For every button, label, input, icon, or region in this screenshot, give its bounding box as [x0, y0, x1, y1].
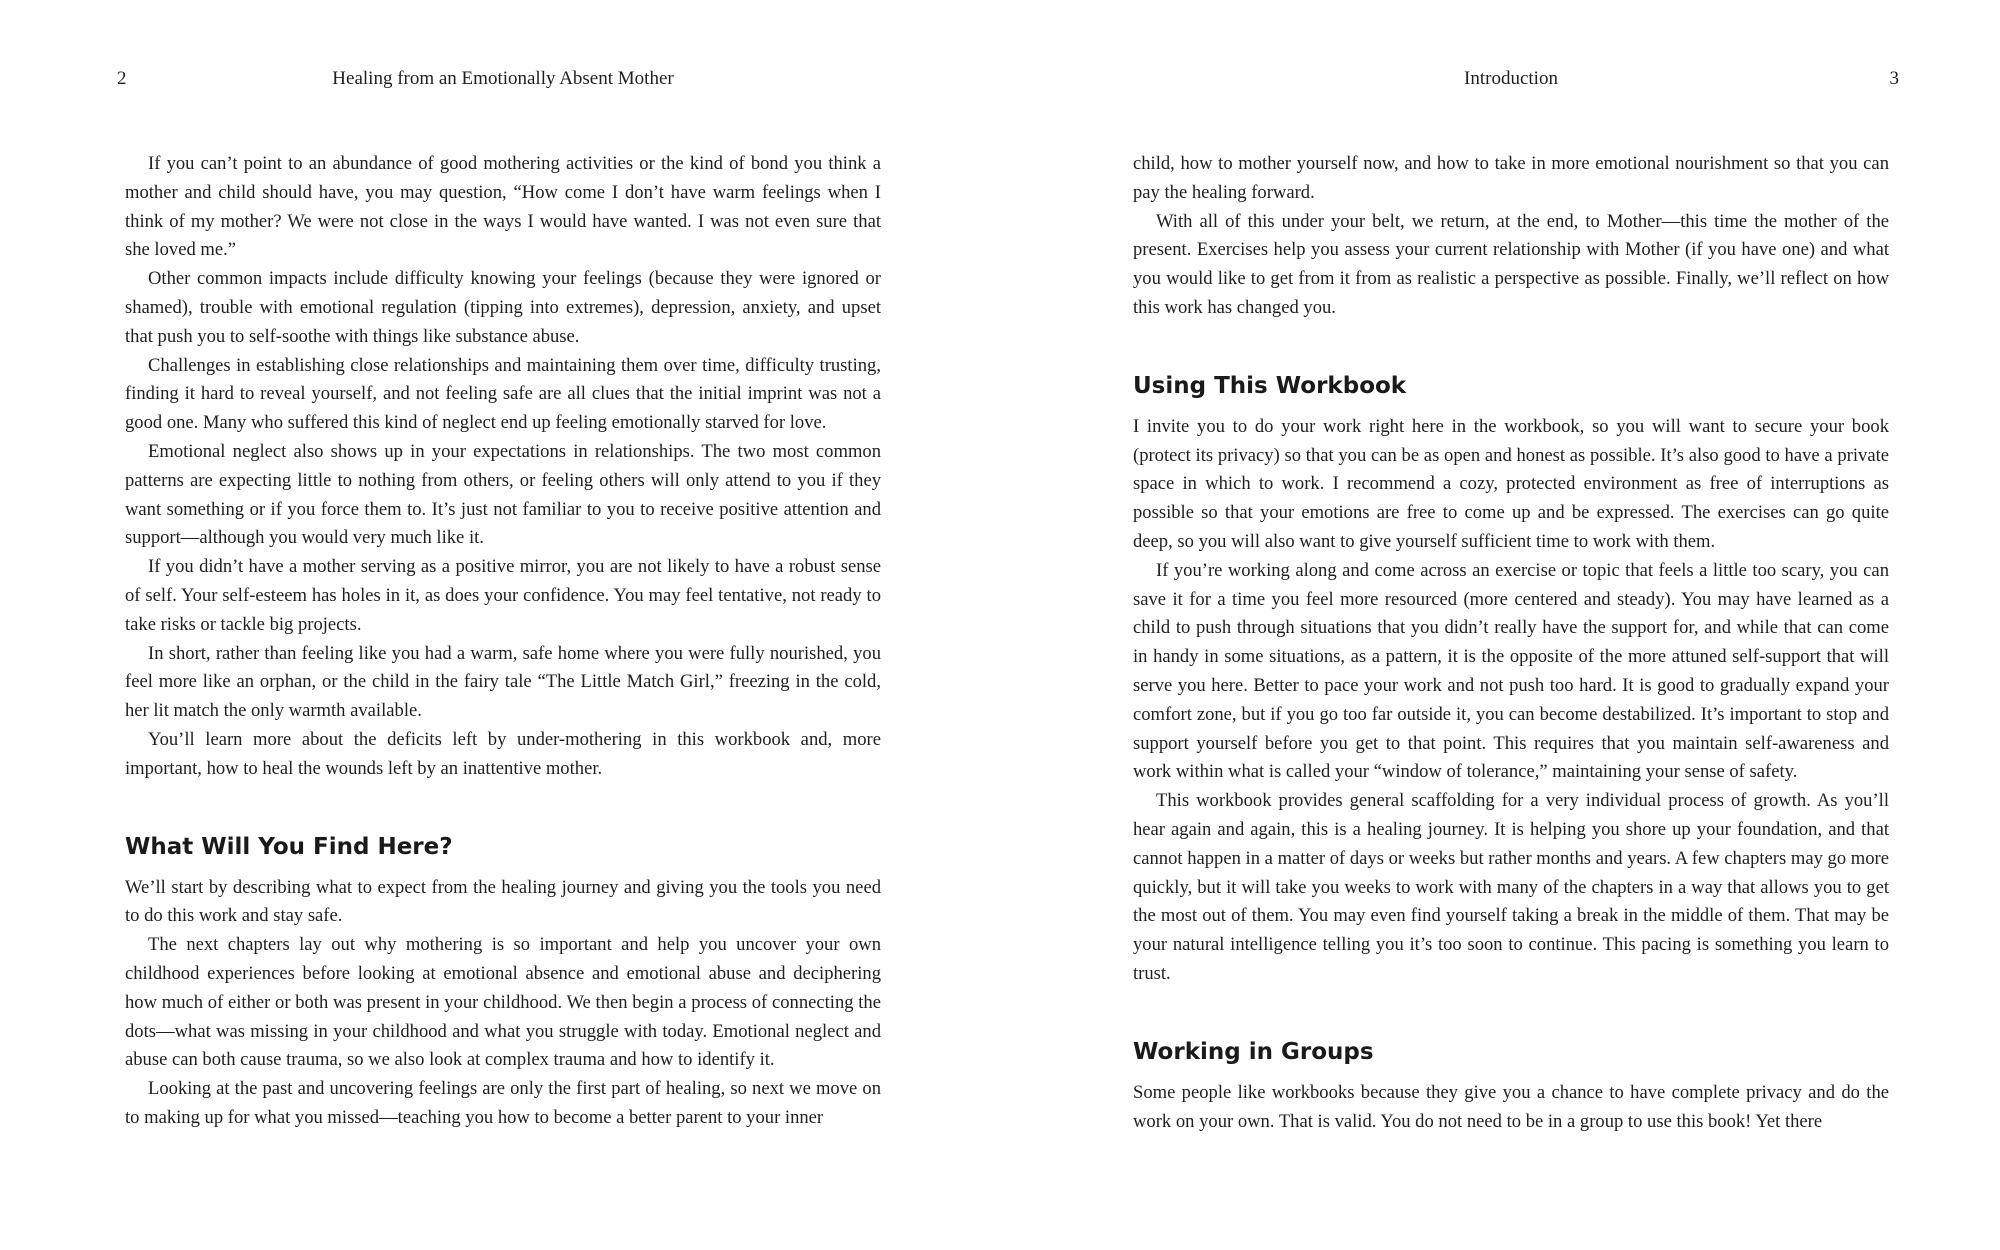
- left-running-title: Healing from an Emotionally Absent Mother: [332, 68, 674, 89]
- paragraph: child, how to mother yourself now, and how to take in more emotional nourishment so that you can pay the healing forward.: [1133, 153, 1889, 203]
- section-heading-using-this-workbook: Using This Workbook: [1133, 372, 1407, 399]
- paragraph: Some people like workbooks because they give you a chance to have complete privacy and do the work on your own. That is valid. You do not need to be in a group to use this book! Yet there: [1133, 1081, 1889, 1132]
- right-page-number: 3: [1889, 68, 1899, 89]
- right-page: [1133, 0, 1899, 1250]
- paragraph: You’ll learn more about the deficits left by under-mothering in this workbook and, more important, how to heal the wounds left by an inattentive mother.: [125, 728, 881, 779]
- paragraph: Looking at the past and uncovering feelings are only the first part of healing, so next we move on to making up for what you missed—teaching you how to become a better parent to your inner: [125, 1078, 881, 1128]
- paragraph: We’ll start by describing what to expect from the healing journey and giving you the tools you need to do this work and stay safe.: [125, 876, 881, 927]
- paragraph: Emotional neglect also shows up in your expectations in relationships. The two most common patterns are expecting little to nothing from others, or feeling others will only attend to you if they want something or if you force them to. It’s just not familiar to you to receive positive attention and support—although you would very much like it.: [125, 440, 881, 549]
- paragraph: Challenges in establishing close relationships and maintaining them over time, difficulty trusting, finding it hard to reveal yourself, and not feeling safe are all clues that the initial imprint was not a good one. Many who suffered this kind of neglect end up feeling emotionally starved for love.: [125, 354, 881, 434]
- paragraph: If you’re working along and come across an exercise or topic that feels a little too scary, you can save it for a time you feel more resourced (more centered and steady). You may have learned as a child to push through situations that you didn’t really have the support for, and while that can come in handy in some situations, as a pattern, it is the opposite of the more attuned self-support that will serve you here. Better to pace your work and not push too hard. It is good to gradually expand your comfort zone, but if you go too far outside it, you can become destabilized. It’s important to stop and support yourself before you get to that point. This requires that you maintain self-awareness and work within what is called your “window of tolerance,” maintaining your sense of safety.: [1133, 559, 1889, 783]
- right-page-body: [1133, 150, 1889, 1136]
- paragraph: The next chapters lay out why mothering is so important and help you uncover your own childhood experiences before looking at emotional absence and emotional abuse and deciphering how much of either or both was present in your childhood. We then begin a process of connecting the dots—what was missing in your childhood and what you struggle with today. Emotional neglect and abuse can both cause trauma, so we also look at complex trauma and how to identify it.: [125, 934, 881, 1071]
- right-running-title: Introduction: [1464, 68, 1558, 89]
- paragraph: If you can’t point to an abundance of good mothering activities or the kind of bond you think a mother and child should have, you may question, “How come I don’t have warm feelings when I think of my mother? We were not close in the ways I would have wanted. I was not even sure that she loved me.”: [125, 153, 881, 261]
- left-running-head: [117, 64, 881, 94]
- paragraph: With all of this under your belt, we return, at the end, to Mother—this time the mother of the present. Exercises help you assess your current relationship with Mother (if you have one) and what you would like to get from it from as realistic a perspective as possible. Finally, we’ll reflect on how this work has changed you.: [1133, 210, 1889, 318]
- left-page: [117, 0, 881, 1250]
- paragraph: Other common impacts include difficulty knowing your feelings (because they were ignored or shamed), trouble with emotional regulation (tipping into extremes), depression, anxiety, and upset that push you to self-soothe with things like substance abuse.: [125, 268, 881, 347]
- left-page-body: [125, 150, 881, 1133]
- right-running-head: [1133, 64, 1899, 94]
- left-page-number: 2: [117, 68, 127, 89]
- paragraph: This workbook provides general scaffolding for a very individual process of growth. As you’ll hear again and again, this is a healing journey. It is helping you shore up your foundation, and that cannot happen in a matter of days or weeks but rather months and years. A few chapters may go more quickly, but it will take you weeks to work with many of the chapters in a way that allows you to get the most out of them. You may even find yourself taking a break in the middle of them. That may be your natural intelligence telling you it’s too soon to continue. This pacing is something you learn to trust.: [1133, 790, 1889, 984]
- paragraph: If you didn’t have a mother serving as a positive mirror, you are not likely to have a robust sense of self. Your self-esteem has holes in it, as does your confidence. You may feel tentative, not ready to take risks or tackle big projects.: [125, 556, 881, 635]
- section-heading-what-will-you-find: What Will You Find Here?: [125, 833, 453, 860]
- paragraph: I invite you to do your work right here in the workbook, so you will want to secure your book (protect its privacy) so that you can be as open and honest as possible. It’s also good to have a private space in which to work. I recommend a cozy, protected environment as free of interruptions as possible so that your emotions are free to come up and be expressed. The exercises can go quite deep, so you will also want to give yourself sufficient time to work with them.: [1133, 415, 1889, 552]
- paragraph: In short, rather than feeling like you had a warm, safe home where you were fully nourished, you feel more like an orphan, or the child in the fairy tale “The Little Match Girl,” freezing in the cold, her lit match the only warmth available.: [125, 642, 881, 722]
- section-heading-working-in-groups: Working in Groups: [1133, 1038, 1374, 1065]
